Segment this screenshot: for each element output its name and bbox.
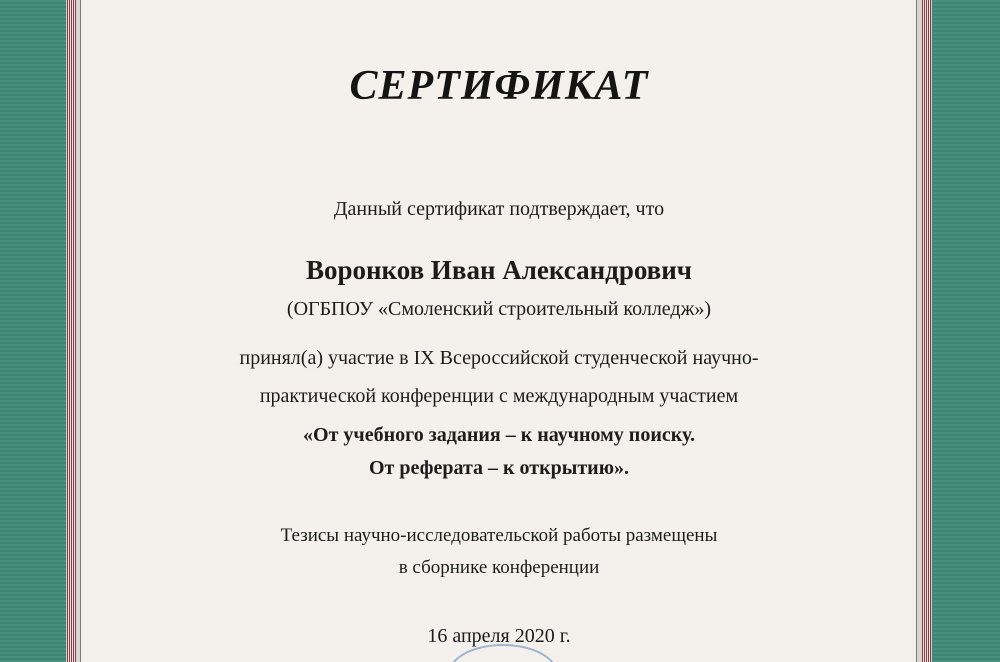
- institution-text: (ОГБПОУ «Смоленский строительный колледж»): [286, 298, 712, 320]
- recipient-name: Воронков Иван Александрович: [305, 255, 693, 285]
- participation-line-2: практической конференции с международным участием: [259, 385, 739, 407]
- conference-title-line-1: «От учебного задания – к научному поиску.: [303, 424, 695, 446]
- certificate-date: 16 апреля 2020 г.: [427, 625, 571, 647]
- left-decorative-border: [0, 0, 82, 662]
- note-line-2: в сборнике конференции: [398, 557, 600, 578]
- right-decorative-border: [916, 0, 1000, 662]
- certificate-title: СЕРТИФИКАТ: [349, 63, 649, 109]
- certificate-body: [82, 0, 916, 662]
- conference-title-line-2: От реферата – к открытию».: [369, 457, 629, 479]
- intro-text: Данный сертификат подтверждает, что: [333, 198, 665, 220]
- note-line-1: Тезисы научно-исследовательской работы размещены: [280, 525, 718, 546]
- participation-line-1: принял(а) участие в IX Всероссийской студенческой научно-: [239, 347, 759, 369]
